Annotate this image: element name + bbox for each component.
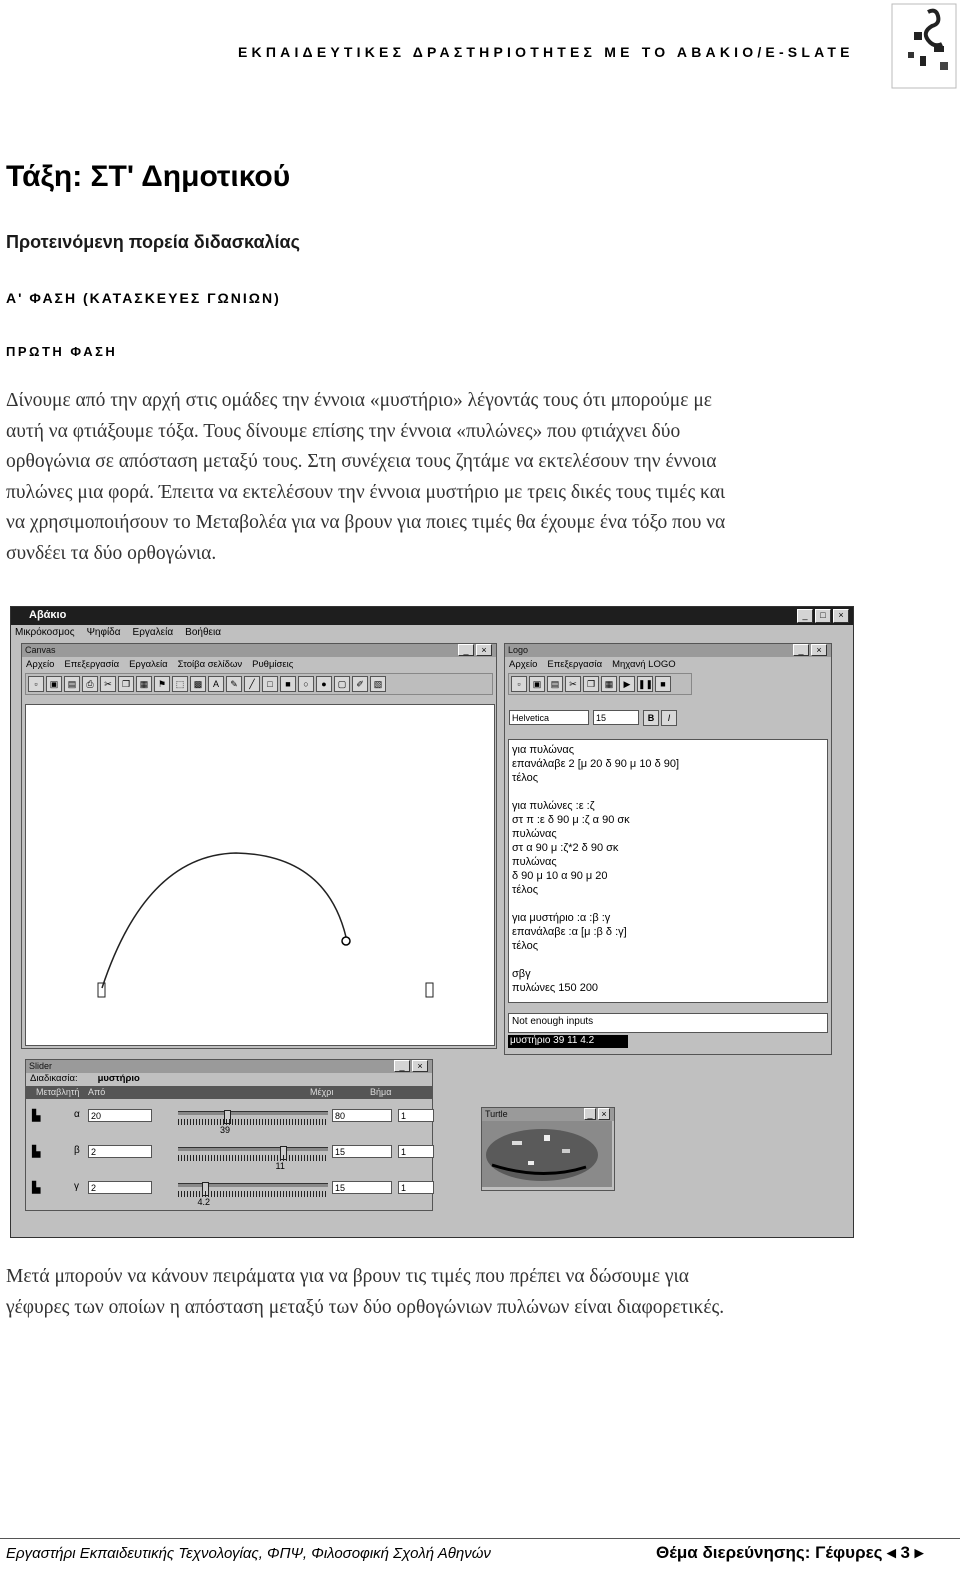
copy-icon[interactable]: ❐: [583, 676, 599, 692]
slider-column-headers: [26, 1086, 432, 1099]
slider-row: [32, 1105, 436, 1135]
slider-row: [32, 1177, 436, 1207]
canvas-window-controls: [458, 644, 492, 656]
code-line: πυλώνας: [512, 828, 557, 840]
abakio-screenshot: [10, 606, 854, 1238]
slider-track[interactable]: [178, 1183, 328, 1187]
code-line: σβγ: [512, 968, 531, 980]
maximize-icon[interactable]: □: [815, 609, 831, 623]
logo-title: Logo: [508, 645, 529, 655]
font-size-select[interactable]: 15: [593, 710, 639, 725]
slider-window-controls: [394, 1060, 428, 1072]
step-field[interactable]: 1: [398, 1181, 434, 1194]
filled-ellipse-icon[interactable]: ●: [316, 676, 332, 692]
eraser-icon[interactable]: ▧: [370, 676, 386, 692]
line-icon[interactable]: ╱: [244, 676, 260, 692]
minimize-icon[interactable]: _: [394, 1060, 410, 1072]
next-page-icon[interactable]: ▸: [914, 1543, 924, 1562]
turtle-titlebar: [482, 1108, 614, 1121]
canvas-toolbar: [25, 673, 493, 695]
select-icon[interactable]: ⬚: [172, 676, 188, 692]
canvas-drawing-area[interactable]: [25, 704, 495, 1046]
col-step: Βήμα: [370, 1087, 392, 1097]
slider-track[interactable]: [178, 1147, 328, 1151]
slider-title: Slider: [29, 1061, 53, 1071]
minimize-icon[interactable]: _: [797, 609, 813, 623]
open-icon[interactable]: ▣: [46, 676, 62, 692]
first-phase-heading: ΠΡΩΤΗ ΦΑΣΗ: [6, 344, 118, 359]
slider-ticks: [178, 1119, 328, 1125]
procedure-label: Διαδικασία:: [30, 1073, 78, 1084]
canvas-titlebar: [22, 644, 496, 657]
variable-handle-icon[interactable]: ▙: [32, 1146, 41, 1158]
close-icon[interactable]: ×: [811, 644, 827, 656]
logo-window-controls: [793, 644, 827, 656]
code-blank: [512, 953, 824, 967]
print-icon[interactable]: ⎙: [82, 676, 98, 692]
cut-icon[interactable]: ✂: [100, 676, 116, 692]
slider-rows: [26, 1099, 432, 1209]
slider-value: 39: [220, 1125, 231, 1135]
section-subtitle: Προτεινόμενη πορεία διδασκαλίας: [6, 232, 300, 252]
arc-drawing: [26, 705, 494, 1045]
menu-tools[interactable]: Εργαλεία: [132, 627, 174, 638]
close-icon[interactable]: ×: [476, 644, 492, 656]
window-controls: [797, 609, 849, 623]
brush-icon[interactable]: ✐: [352, 676, 368, 692]
variable-name: γ: [74, 1181, 79, 1192]
slider-procedure: [26, 1073, 432, 1086]
from-field[interactable]: 2: [88, 1181, 152, 1194]
e-slate-logo-icon: [890, 2, 958, 90]
minimize-icon[interactable]: _: [793, 644, 809, 656]
from-field[interactable]: 20: [88, 1109, 152, 1122]
code-line: δ 90 μ 10 α 90 μ 20: [512, 870, 608, 882]
code-line: επανάλαβε 2 [μ 20 δ 90 μ 10 δ 90]: [512, 758, 680, 770]
logo-editor[interactable]: [508, 739, 828, 1003]
round-rect-icon[interactable]: ▢: [334, 676, 350, 692]
col-variable: Μεταβλητή: [36, 1087, 80, 1097]
footer-divider: [0, 1538, 960, 1539]
logo-menu-engine[interactable]: Μηχανή LOGO: [612, 658, 676, 670]
italic-button[interactable]: I: [661, 710, 677, 726]
slider-value: 4.2: [197, 1197, 211, 1207]
code-line: επανάλαβε :α [μ :β δ :γ]: [512, 926, 627, 938]
new-icon[interactable]: ▫: [511, 676, 527, 692]
footer-topic-label: Θέμα διερεύνησης: Γέφυρες: [656, 1543, 883, 1562]
canvas-window: [21, 643, 497, 1049]
page-number: 3: [900, 1543, 910, 1562]
app-titlebar: [11, 607, 853, 625]
cut-icon[interactable]: ✂: [565, 676, 581, 692]
canvas-menu-file[interactable]: Αρχείο: [26, 658, 55, 670]
slider-row: [32, 1141, 436, 1171]
code-blank: [512, 897, 824, 911]
new-icon[interactable]: ▫: [28, 676, 44, 692]
text-icon[interactable]: A: [208, 676, 224, 692]
turtle-icon: [342, 937, 350, 945]
canvas-title: Canvas: [25, 645, 56, 655]
code-line: τέλος: [512, 940, 539, 952]
slider-ticks: [178, 1155, 328, 1161]
code-line: στ π :ε δ 90 μ :ζ α 90 σκ: [512, 814, 630, 826]
footer-topic: [656, 1543, 923, 1563]
to-field[interactable]: 80: [332, 1109, 392, 1122]
procedure-value[interactable]: μυστήριο: [97, 1073, 140, 1084]
logo-menu-edit[interactable]: Επεξεργασία: [547, 658, 603, 670]
close-icon[interactable]: ×: [833, 609, 849, 623]
logo-menu: [505, 657, 831, 671]
code-line: πυλώνας: [512, 856, 557, 868]
logo-command-line[interactable]: μυστήριο 39 11 4.2: [508, 1035, 628, 1048]
minimize-icon[interactable]: _: [584, 1108, 596, 1120]
close-icon[interactable]: ×: [598, 1108, 610, 1120]
intro-paragraph: Δίνουμε από την αρχή στις ομάδες την έννοια «μυστήριο» λέγοντάς τους ότι μπορούμε με αυτή να φτιάξουμε τόξα. Τους δίνουμε επίσης την έννοια «πυλώνες» που φτιάχνει δύο ορθογώνια σε απόσταση μεταξύ τους. Στη συνέχεια τους ζητάμε να εκτελέσουν την έννοια πυλώνες μια φορά. Έπειτα να εκτελέσουν την έννοια μυστήριο με τρεις δικές τους τιμές και να χρησιμοποιήσουν το Μεταβολέα για να βρουν για ποιες τιμές θα έχουμε ένα τόξο που να συνδέει τα δύο ορθογώνια.: [6, 390, 726, 564]
open-icon[interactable]: ▣: [529, 676, 545, 692]
save-icon[interactable]: ▤: [547, 676, 563, 692]
paste-icon[interactable]: ▦: [601, 676, 617, 692]
turtle-window-controls: [584, 1108, 610, 1120]
from-field[interactable]: 2: [88, 1145, 152, 1158]
col-from: Από: [88, 1087, 106, 1097]
logo-menu-file[interactable]: Αρχείο: [509, 658, 538, 670]
step-field[interactable]: 1: [398, 1109, 434, 1122]
paste-icon[interactable]: ▦: [136, 676, 152, 692]
slider-window: [25, 1059, 433, 1211]
turtle-map-icon: [482, 1121, 612, 1187]
variable-name: α: [74, 1109, 80, 1120]
logo-message: Not enough inputs: [508, 1013, 828, 1033]
variable-handle-icon[interactable]: ▙: [32, 1110, 41, 1122]
header-banner: ΕΚΠΑΙΔΕΥΤΙΚΕΣ ΔΡΑΣΤΗΡΙΟΤΗΤΕΣ ΜΕ ΤΟ ΑΒΑΚΙΟ/E-SLATE: [238, 44, 854, 60]
slider-titlebar: [26, 1060, 432, 1073]
variable-name: β: [74, 1145, 80, 1156]
footer-institution: Εργαστήρι Εκπαιδευτικής Τεχνολογίας, ΦΠΨ, Φιλοσοφική Σχολή Αθηνών: [6, 1545, 491, 1562]
run-icon[interactable]: ▶: [619, 676, 635, 692]
menu-component[interactable]: Ψηφίδα: [86, 627, 121, 638]
pencil-icon[interactable]: ✎: [226, 676, 242, 692]
canvas-menu: [22, 657, 496, 671]
slider-track[interactable]: [178, 1111, 328, 1115]
filled-rectangle-icon[interactable]: ■: [280, 676, 296, 692]
minimize-icon[interactable]: _: [458, 644, 474, 656]
code-line: τέλος: [512, 884, 539, 896]
turtle-title: Turtle: [485, 1109, 508, 1119]
right-pylon: [426, 983, 433, 997]
canvas-menu-pagestack[interactable]: Στοίβα σελίδων: [177, 658, 243, 670]
followup-paragraph: Μετά μπορούν να κάνουν πειράματα για να βρουν τις τιμές που πρέπει να δώσουμε για γέφυρες των οποίων η απόσταση μεταξύ των δύο ορθογώνιων πυλώνων είναι διαφορετικές.: [6, 1266, 725, 1318]
code-line: για πυλώνας: [512, 744, 575, 756]
bold-button[interactable]: B: [643, 710, 659, 726]
left-pylon: [98, 983, 105, 997]
to-field[interactable]: 15: [332, 1181, 392, 1194]
variable-handle-icon[interactable]: ▙: [32, 1182, 41, 1194]
prev-page-icon[interactable]: ◂: [887, 1543, 896, 1562]
code-line: για μυστήριο :α :β :γ: [512, 912, 611, 924]
stop-icon[interactable]: ■: [655, 676, 671, 692]
slider-value: 11: [275, 1161, 285, 1171]
code-line: για πυλώνες :ε :ζ: [512, 800, 595, 812]
col-to: Μέχρι: [310, 1087, 334, 1097]
font-select[interactable]: Helvetica: [509, 710, 589, 725]
logo-window: [504, 643, 832, 1055]
menu-microworld[interactable]: Μικρόκοσμος: [15, 627, 75, 638]
logo-titlebar: [505, 644, 831, 657]
copy-icon[interactable]: ❐: [118, 676, 134, 692]
rectangle-icon[interactable]: □: [262, 676, 278, 692]
step-field[interactable]: 1: [398, 1145, 434, 1158]
code-line: στ α 90 μ :ζ*2 δ 90 σκ: [512, 842, 619, 854]
close-icon[interactable]: ×: [412, 1060, 428, 1072]
code-line: τέλος: [512, 772, 539, 784]
code-blank: [512, 785, 824, 799]
code-line: πυλώνες 150 200: [512, 982, 599, 994]
phase-heading: Α' ΦΑΣΗ (ΚΑΤΑΣΚΕΥΕΣ ΓΩΝΙΩΝ): [6, 290, 281, 306]
app-title: Αβάκιο: [29, 609, 67, 621]
save-icon[interactable]: ▤: [64, 676, 80, 692]
menu-help[interactable]: Βοήθεια: [185, 627, 221, 638]
to-field[interactable]: 15: [332, 1145, 392, 1158]
grid-icon[interactable]: ▩: [190, 676, 206, 692]
canvas-menu-edit[interactable]: Επεξεργασία: [64, 658, 120, 670]
canvas-menu-tools[interactable]: Εργαλεία: [129, 658, 168, 670]
turtle-window: [481, 1107, 615, 1191]
logo-toolbar: [508, 673, 692, 695]
canvas-menu-settings[interactable]: Ρυθμίσεις: [252, 658, 294, 670]
app-menubar: [15, 627, 221, 641]
page-title: Τάξη: ΣΤ' Δημοτικού: [6, 160, 291, 193]
pause-icon[interactable]: ❚❚: [637, 676, 653, 692]
stamp-icon[interactable]: ⚑: [154, 676, 170, 692]
ellipse-icon[interactable]: ○: [298, 676, 314, 692]
